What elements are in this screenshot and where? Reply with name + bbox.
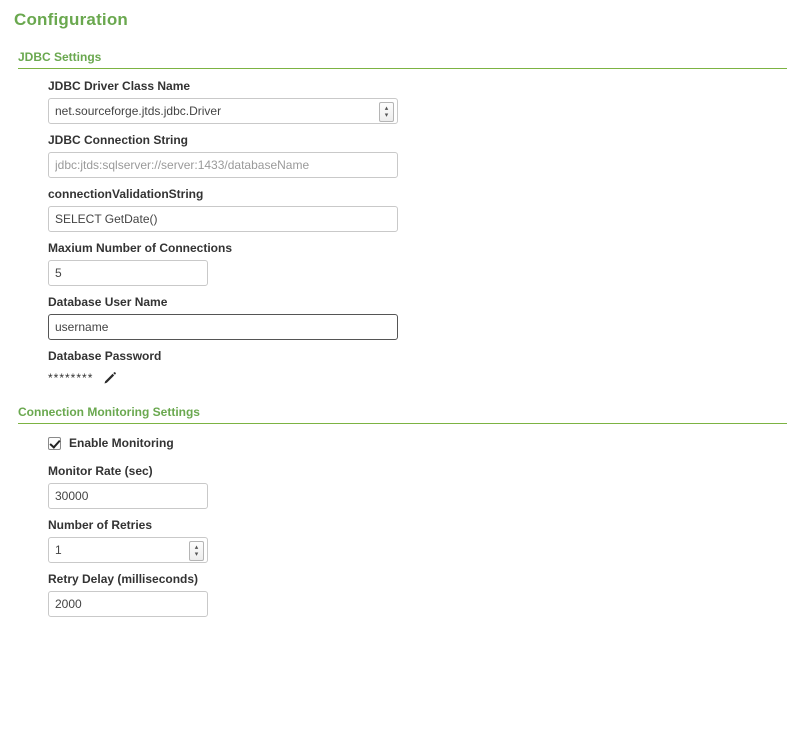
retry-delay-input[interactable] bbox=[48, 591, 208, 617]
field-database-user-name bbox=[48, 295, 787, 340]
spinner-down-icon[interactable]: ▾ bbox=[194, 551, 199, 558]
edit-pencil-icon[interactable] bbox=[103, 371, 117, 385]
monitor-rate-input[interactable] bbox=[48, 483, 208, 509]
section-header-jdbc: JDBC Settings bbox=[18, 50, 787, 69]
field-monitor-rate bbox=[48, 464, 787, 509]
database-user-name-input[interactable] bbox=[48, 314, 398, 340]
database-password-label: Database Password bbox=[48, 349, 162, 363]
database-user-name-input-wrap bbox=[48, 314, 398, 340]
field-connection-validation-string bbox=[48, 187, 787, 232]
monitor-rate-label: Monitor Rate (sec) bbox=[48, 464, 153, 478]
field-jdbc-driver-class bbox=[48, 79, 787, 124]
number-of-retries-label: Number of Retries bbox=[48, 518, 153, 532]
field-max-connections bbox=[48, 241, 787, 286]
monitor-rate-input-wrap bbox=[48, 483, 208, 509]
jdbc-connection-string-input-wrap bbox=[48, 152, 398, 178]
page-title: Configuration bbox=[14, 10, 129, 29]
field-database-password bbox=[48, 349, 787, 385]
enable-monitoring-checkbox[interactable] bbox=[48, 437, 61, 450]
jdbc-driver-class-input-wrap bbox=[48, 98, 398, 124]
number-of-retries-spinner[interactable] bbox=[189, 541, 204, 561]
monitoring-fields bbox=[14, 456, 787, 617]
retry-delay-input-wrap bbox=[48, 591, 208, 617]
section-connection-monitoring-settings bbox=[0, 405, 801, 617]
field-number-of-retries bbox=[48, 518, 787, 563]
number-of-retries-input-wrap bbox=[48, 537, 208, 563]
database-password-masked-value: ******** bbox=[48, 371, 94, 385]
jdbc-connection-string-label: JDBC Connection String bbox=[48, 133, 188, 147]
jdbc-fields bbox=[14, 71, 787, 385]
section-header-monitoring: Connection Monitoring Settings bbox=[18, 405, 787, 424]
jdbc-driver-class-input[interactable] bbox=[48, 98, 398, 124]
number-of-retries-input[interactable] bbox=[48, 537, 208, 563]
enable-monitoring-label: Enable Monitoring bbox=[69, 436, 174, 450]
spinner-up-icon[interactable]: ▴ bbox=[384, 105, 389, 112]
database-user-name-label: Database User Name bbox=[48, 295, 168, 309]
configuration-page bbox=[0, 10, 801, 736]
jdbc-connection-string-input[interactable] bbox=[48, 152, 398, 178]
jdbc-driver-class-label: JDBC Driver Class Name bbox=[48, 79, 191, 93]
field-jdbc-connection-string bbox=[48, 133, 787, 178]
connection-validation-string-input[interactable] bbox=[48, 206, 398, 232]
max-connections-input-wrap bbox=[48, 260, 208, 286]
retry-delay-label: Retry Delay (milliseconds) bbox=[48, 572, 199, 586]
max-connections-label: Maxium Number of Connections bbox=[48, 241, 233, 255]
section-jdbc-settings bbox=[0, 50, 801, 385]
max-connections-input[interactable] bbox=[48, 260, 208, 286]
spinner-up-icon[interactable]: ▴ bbox=[194, 544, 199, 551]
connection-validation-string-input-wrap bbox=[48, 206, 398, 232]
jdbc-driver-class-spinner[interactable] bbox=[379, 102, 394, 122]
database-password-row bbox=[48, 368, 787, 385]
field-retry-delay bbox=[48, 572, 787, 617]
enable-monitoring-row[interactable] bbox=[14, 426, 787, 456]
connection-validation-string-label: connectionValidationString bbox=[48, 187, 204, 201]
spinner-down-icon[interactable]: ▾ bbox=[384, 112, 389, 119]
